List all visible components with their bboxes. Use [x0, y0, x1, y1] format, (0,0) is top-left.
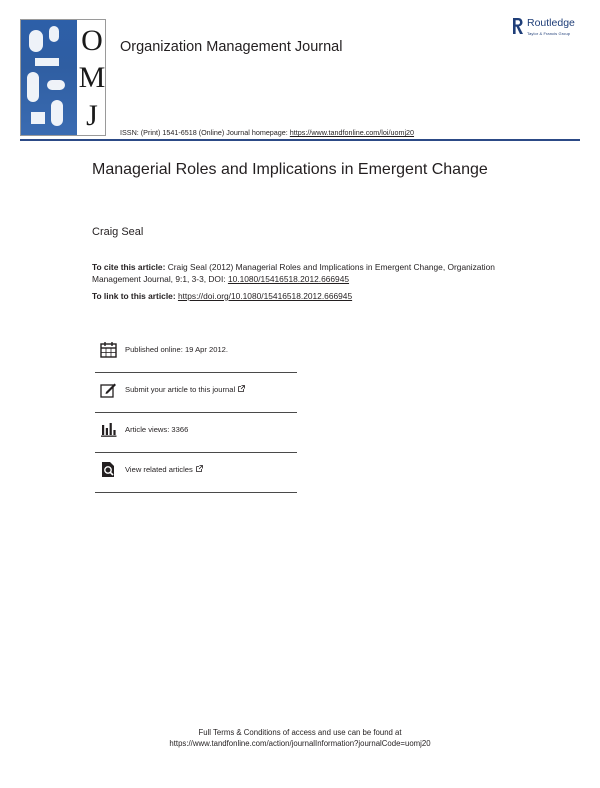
article-link-block [92, 291, 512, 301]
article-link-label: To link to this article: [92, 291, 178, 301]
cover-letter-o: O [81, 23, 103, 57]
publisher-tagline: Taylor & Francis Group [527, 31, 571, 36]
footer-terms-text: Full Terms & Conditions of access and use can be found at [198, 728, 402, 737]
article-link[interactable]: https://doi.org/10.1080/15416518.2012.666945 [177, 291, 353, 301]
publisher-name: Routledge [527, 17, 575, 29]
footer-terms-link[interactable]: https://www.tandfonline.com/action/journalInformation?journalCode=uomj20 [169, 739, 431, 748]
citation-text: Craig Seal (2012) Managerial Roles and Implications in Emergent Change, Organization Management Journal, 9:1, 3-3, DOI: [92, 262, 495, 284]
footer [0, 727, 600, 749]
submit-article-text: Submit your article to this journal [125, 385, 236, 394]
submit-article-link[interactable] [125, 385, 245, 394]
published-online-item [95, 333, 297, 373]
related-articles-text: View related articles [125, 465, 193, 474]
citation-block [92, 262, 512, 285]
article-title: Managerial Roles and Implications in Emergent Change [92, 161, 488, 178]
publisher-logo[interactable] [511, 16, 591, 40]
article-views-item [95, 413, 297, 453]
cover-letters [77, 20, 106, 136]
article-author: Craig Seal [92, 226, 144, 238]
issn-text: ISSN: (Print) 1541-6518 (Online) Journal homepage: [120, 128, 290, 137]
doi-link[interactable]: 10.1080/15416518.2012.666945 [227, 273, 350, 284]
bar-chart-icon [100, 421, 117, 438]
related-articles-item[interactable] [95, 453, 297, 493]
journal-title: Organization Management Journal [120, 39, 343, 55]
routledge-logo-icon [511, 16, 524, 36]
citation-label: To cite this article: [92, 262, 166, 272]
cover-letter-j: J [86, 99, 98, 133]
cover-letter-m: M [78, 61, 106, 95]
article-views-text: Article views: 3366 [125, 425, 189, 434]
cover-artwork [21, 20, 77, 136]
submit-article-item[interactable] [95, 373, 297, 413]
related-articles-link[interactable] [125, 465, 203, 474]
journal-homepage-link[interactable]: https://www.tandfonline.com/loi/uomj20 [289, 128, 415, 137]
article-meta-list [95, 333, 297, 493]
calendar-icon [100, 341, 117, 358]
related-articles-icon [100, 461, 117, 478]
edit-icon [100, 381, 117, 398]
published-online-text: Published online: 19 Apr 2012. [125, 345, 229, 354]
journal-cover-logo [20, 19, 106, 136]
external-link-icon [196, 465, 203, 472]
header-divider [20, 139, 580, 141]
issn-line [120, 128, 414, 137]
external-link-icon [238, 385, 245, 392]
